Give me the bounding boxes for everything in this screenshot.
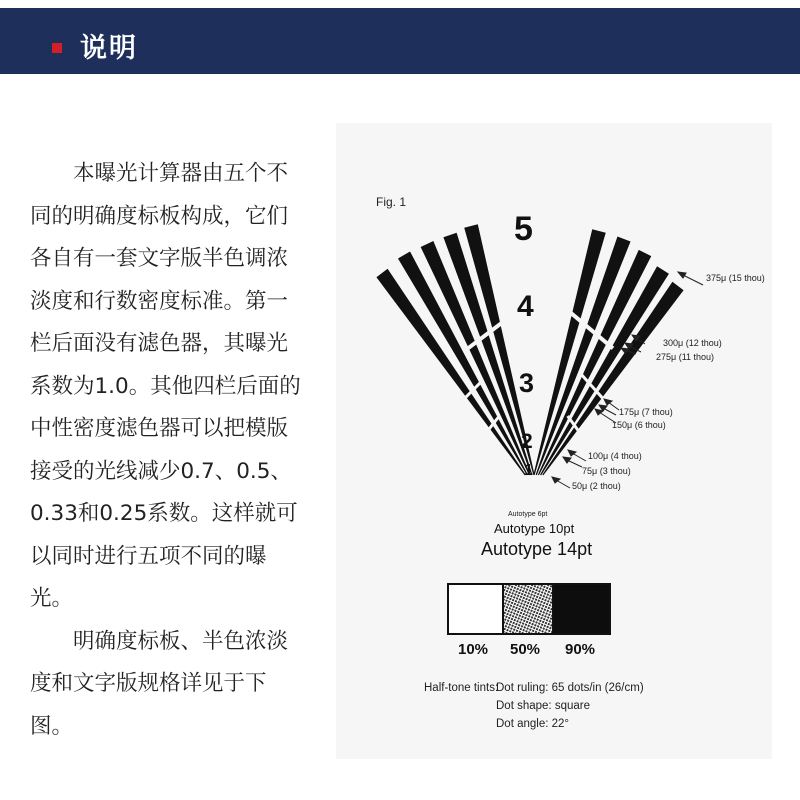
step-number-4: 4 xyxy=(517,290,534,323)
step-number-5: 5 xyxy=(514,210,533,248)
label-300: 300μ (12 thou) xyxy=(663,338,722,348)
step-number-1: 1 xyxy=(524,462,533,479)
type-sample-10pt: Autotype 10pt xyxy=(494,521,575,536)
tint-patch-50 xyxy=(503,584,553,634)
section-title: 说明 xyxy=(80,33,138,64)
tint-label-90: 90% xyxy=(565,641,596,658)
right-wedge-line-3 xyxy=(538,250,651,475)
dot-shape: Dot shape: square xyxy=(496,700,590,712)
dot-angle: Dot angle: 22° xyxy=(496,718,570,730)
type-sample-6pt: Autotype 6pt xyxy=(508,511,548,518)
left-line-fan xyxy=(376,224,534,475)
resolution-figure xyxy=(336,123,772,759)
tint-patch-10 xyxy=(448,584,503,634)
label-100: 100μ (4 thou) xyxy=(588,451,642,461)
type-sample-14pt: Autotype 14pt xyxy=(481,539,593,559)
label-50: 50μ (2 thou) xyxy=(572,481,621,491)
fig-label: Fig. 1 xyxy=(376,195,407,209)
tint-patch-90 xyxy=(553,584,610,634)
dot-ruling: Dot ruling: 65 dots/in (26/cm) xyxy=(496,682,644,694)
paragraph-2: 明确度标板、半色浓淡度和文字版规格详见于下图。 xyxy=(30,628,289,739)
step-number-2: 2 xyxy=(521,430,533,453)
label-150: 150μ (6 thou) xyxy=(612,420,666,430)
header-marker xyxy=(52,43,62,53)
halftone-label: Half-tone tints: xyxy=(424,682,499,694)
tint-label-50: 50% xyxy=(510,641,541,658)
section-header xyxy=(0,8,800,74)
step-number-3: 3 xyxy=(519,368,535,398)
label-175: 175μ (7 thou) xyxy=(619,407,673,417)
description-text xyxy=(30,153,304,748)
top-rule xyxy=(0,0,800,8)
paragraph-1: 本曝光计算器由五个不同的明确度标板构成，它们各自有一套文字版半色调浓淡度和行数密度标准。第一栏后面没有滤色器，其曝光系数为1.0。其他四栏后面的中性密度滤色器可以把模版接受的光线减少0.7、0.5、0.33和0.25系数。这样就可以同时进行五项不同的曝光。 xyxy=(30,161,301,611)
label-75: 75μ (3 thou) xyxy=(582,466,631,476)
tint-label-10: 10% xyxy=(458,641,489,658)
label-275: 275μ (11 thou) xyxy=(656,352,715,362)
label-375: 375μ (15 thou) xyxy=(706,273,765,283)
figure-graphic xyxy=(336,123,772,759)
